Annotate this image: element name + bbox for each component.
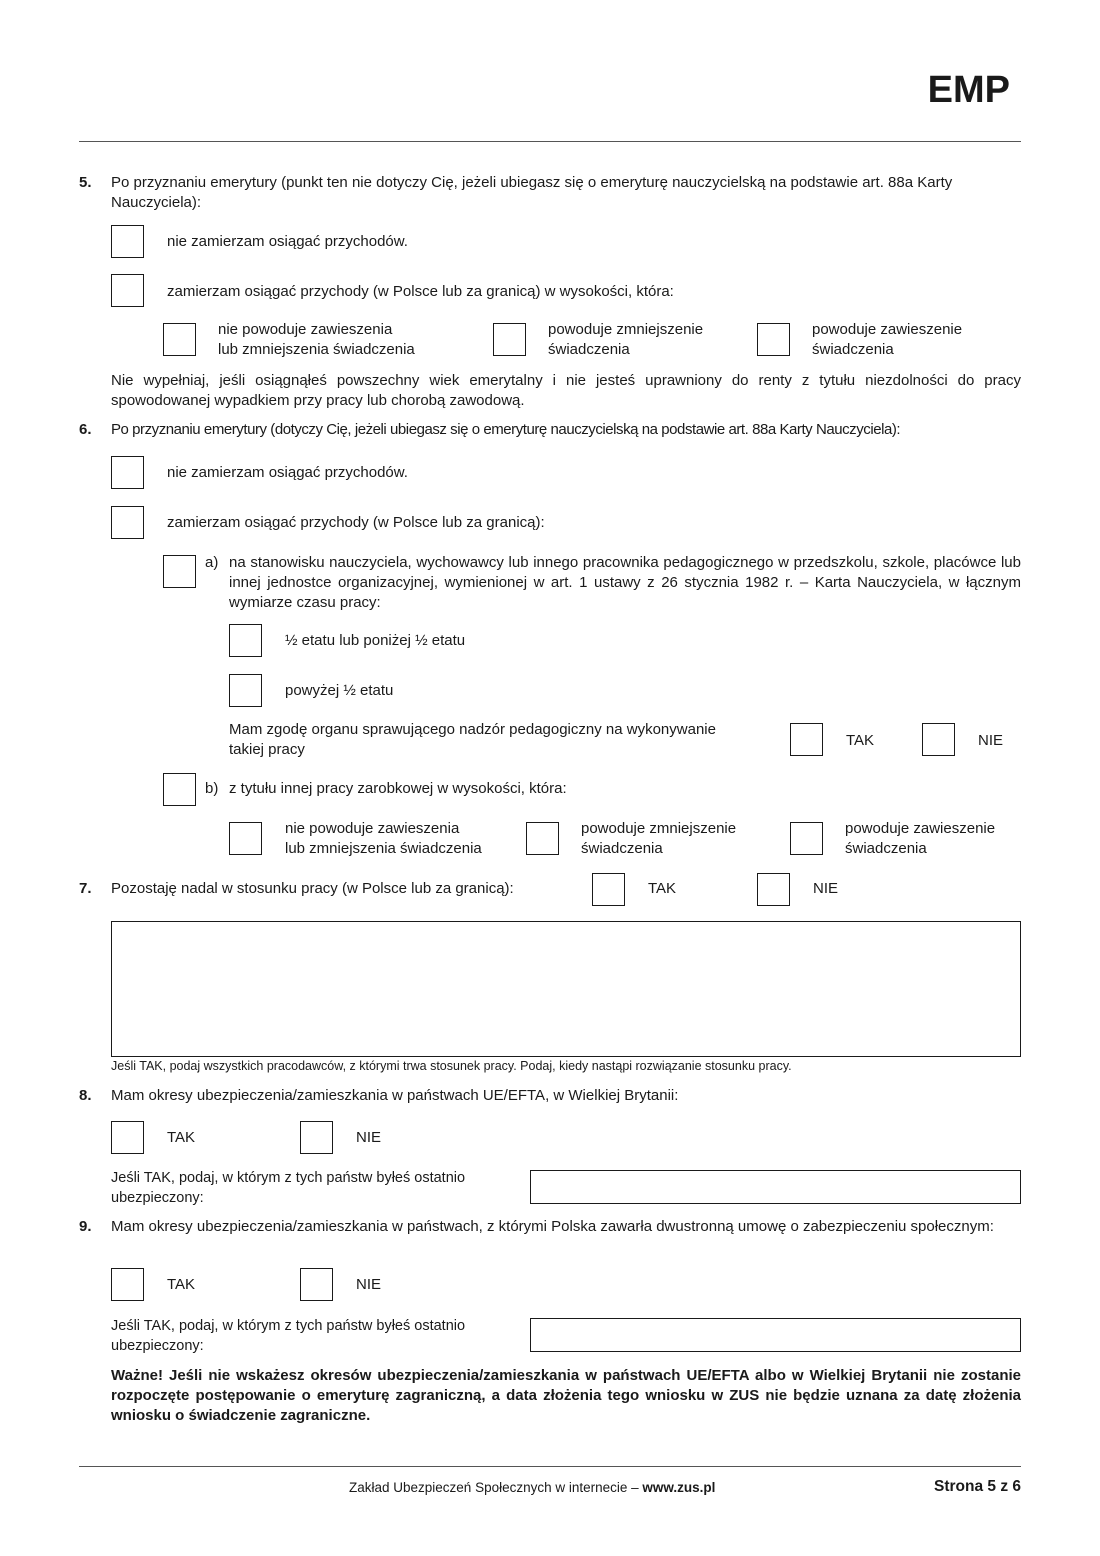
s6-option-a-letter: a) xyxy=(205,554,219,571)
s5-no-suspension-checkbox[interactable] xyxy=(163,323,196,356)
section-9-number: 9. xyxy=(79,1218,92,1235)
s8-yes-label: TAK xyxy=(167,1129,196,1146)
s5-suspension-checkbox[interactable] xyxy=(757,323,790,356)
s6-above-half-label: powyżej ½ etatu xyxy=(285,682,394,699)
s6-consent-no-label: NIE xyxy=(978,732,1004,749)
s6-half-or-less-label: ½ etatu lub poniżej ½ etatu xyxy=(285,632,466,649)
footer-label: Zakład Ubezpieczeń Społecznych w internecie – xyxy=(349,1480,643,1495)
s7-no-checkbox[interactable] xyxy=(757,873,790,906)
section-5-question: Po przyznaniu emerytury (punkt ten nie dotyczy Cię, jeżeli ubiegasz się o emeryturę nauczycielską na podstawie art. 88a Karty Nauczyciela): xyxy=(111,174,953,211)
s6-option-b-letter: b) xyxy=(205,780,219,797)
s7-yes-label: TAK xyxy=(648,880,677,897)
footer-url-link[interactable]: www.zus.pl xyxy=(642,1480,716,1495)
section-7-question: Pozostaję nadal w stosunku pracy (w Polsce lub za granicą): xyxy=(111,880,514,897)
s9-last-country-input[interactable] xyxy=(530,1318,1021,1352)
s5-income-label: zamierzam osiągać przychody (w Polsce lub za granicą) w wysokości, która: xyxy=(167,283,674,300)
s6-half-or-less-checkbox[interactable] xyxy=(229,624,262,657)
s5-no-income-checkbox[interactable] xyxy=(111,225,144,258)
section-7-number: 7. xyxy=(79,880,92,897)
section-6-number: 6. xyxy=(79,421,92,438)
s5-reduction-label: powoduje zmniejszenie świadczenia xyxy=(548,321,704,358)
s6-suspension-label: powoduje zawieszenie świadczenia xyxy=(845,820,996,857)
s5-reduction-checkbox[interactable] xyxy=(493,323,526,356)
s8-last-country-input[interactable] xyxy=(530,1170,1021,1204)
s5-income-checkbox[interactable] xyxy=(111,274,144,307)
header-divider xyxy=(79,141,1021,142)
s6-option-a-checkbox[interactable] xyxy=(163,555,196,588)
section-5-number: 5. xyxy=(79,174,92,191)
s6-reduction-label: powoduje zmniejszenie świadczenia xyxy=(581,820,737,857)
s5-no-suspension-label: nie powoduje zawieszenia lub zmniejszenia świadczenia xyxy=(218,321,415,358)
s9-no-checkbox[interactable] xyxy=(300,1268,333,1301)
s6-consent-no-checkbox[interactable] xyxy=(922,723,955,756)
s6-no-suspension-label: nie powoduje zawieszenia lub zmniejszenia świadczenia xyxy=(285,820,482,857)
s6-income-label: zamierzam osiągać przychody (w Polsce lub za granicą): xyxy=(167,514,545,531)
s6-suspension-checkbox[interactable] xyxy=(790,822,823,855)
section-6-question: Po przyznaniu emerytury (dotyczy Cię, jeżeli ubiegasz się o emeryturę nauczycielską na podstawie art. 88a Karty Nauczyciela): xyxy=(111,421,901,438)
important-note: Ważne! Jeśli nie wskażesz okresów ubezpieczenia/zamieszkania w państwach UE/EFTA albo w Wielkiej Brytanii nie zostanie rozpoczęte postępowanie o emeryturę zagraniczną, a data złożenia tego wniosku w ZUS nie będzie uznana za datę złożenia wniosku o świadczenie zagraniczne. xyxy=(111,1367,1021,1424)
footer-text xyxy=(349,1478,715,1498)
s6-consent-yes-checkbox[interactable] xyxy=(790,723,823,756)
section-8-number: 8. xyxy=(79,1087,92,1104)
form-code: EMP xyxy=(927,69,1010,111)
s6-no-income-label: nie zamierzam osiągać przychodów. xyxy=(167,464,408,481)
s7-employers-hint: Jeśli TAK, podaj wszystkich pracodawców, z którymi trwa stosunek pracy. Podaj, kiedy nastąpi rozwiązanie stosunku pracy. xyxy=(111,1059,792,1073)
s6-option-b-checkbox[interactable] xyxy=(163,773,196,806)
s5-note: Nie wypełniaj, jeśli osiągnąłeś powszechny wiek emerytalny i nie jesteś uprawniony do renty z tytułu niezdolności do pracy spowodowanej wypadkiem przy pracy lub chorobą zawodową. xyxy=(111,372,1021,409)
section-8-question: Mam okresy ubezpieczenia/zamieszkania w państwach UE/EFTA, w Wielkiej Brytanii: xyxy=(111,1087,679,1104)
s6-above-half-checkbox[interactable] xyxy=(229,674,262,707)
s9-last-country-label: Jeśli TAK, podaj, w którym z tych państw byłeś ostatnio ubezpieczony: xyxy=(111,1318,466,1354)
s8-no-checkbox[interactable] xyxy=(300,1121,333,1154)
s6-income-checkbox[interactable] xyxy=(111,506,144,539)
section-9-question: Mam okresy ubezpieczenia/zamieszkania w państwach, z którymi Polska zawarła dwustronną umowę o zabezpieczeniu społecznym: xyxy=(111,1218,994,1235)
s6-no-suspension-checkbox[interactable] xyxy=(229,822,262,855)
s6-option-a-text: na stanowisku nauczyciela, wychowawcy lub innego pracownika pedagogicznego w przedszkolu, szkole, placówce lub innej jednostce organizacyjnej, wymienionej w art. 1 ustawy z 26 stycznia 1982 r. – Karta Nauczyciela, w łącznym wymiarze czasu pracy: xyxy=(229,554,1021,611)
s9-no-label: NIE xyxy=(356,1276,382,1293)
s6-consent-label: Mam zgodę organu sprawującego nadzór pedagogiczny na wykonywanie takiej pracy xyxy=(229,721,716,758)
page-number: Strona 5 z 6 xyxy=(934,1478,1021,1495)
s9-yes-label: TAK xyxy=(167,1276,196,1293)
s7-employers-textarea[interactable] xyxy=(111,921,1021,1057)
s8-last-country-label: Jeśli TAK, podaj, w którym z tych państw byłeś ostatnio ubezpieczony: xyxy=(111,1170,466,1206)
s9-yes-checkbox[interactable] xyxy=(111,1268,144,1301)
s7-yes-checkbox[interactable] xyxy=(592,873,625,906)
s6-consent-yes-label: TAK xyxy=(846,732,875,749)
s5-suspension-label: powoduje zawieszenie świadczenia xyxy=(812,321,963,358)
footer-divider xyxy=(79,1466,1021,1467)
s6-option-b-text: z tytułu innej pracy zarobkowej w wysokości, która: xyxy=(229,780,567,797)
s8-no-label: NIE xyxy=(356,1129,382,1146)
s6-reduction-checkbox[interactable] xyxy=(526,822,559,855)
s6-no-income-checkbox[interactable] xyxy=(111,456,144,489)
s7-no-label: NIE xyxy=(813,880,839,897)
s5-no-income-label: nie zamierzam osiągać przychodów. xyxy=(167,233,408,250)
s8-yes-checkbox[interactable] xyxy=(111,1121,144,1154)
